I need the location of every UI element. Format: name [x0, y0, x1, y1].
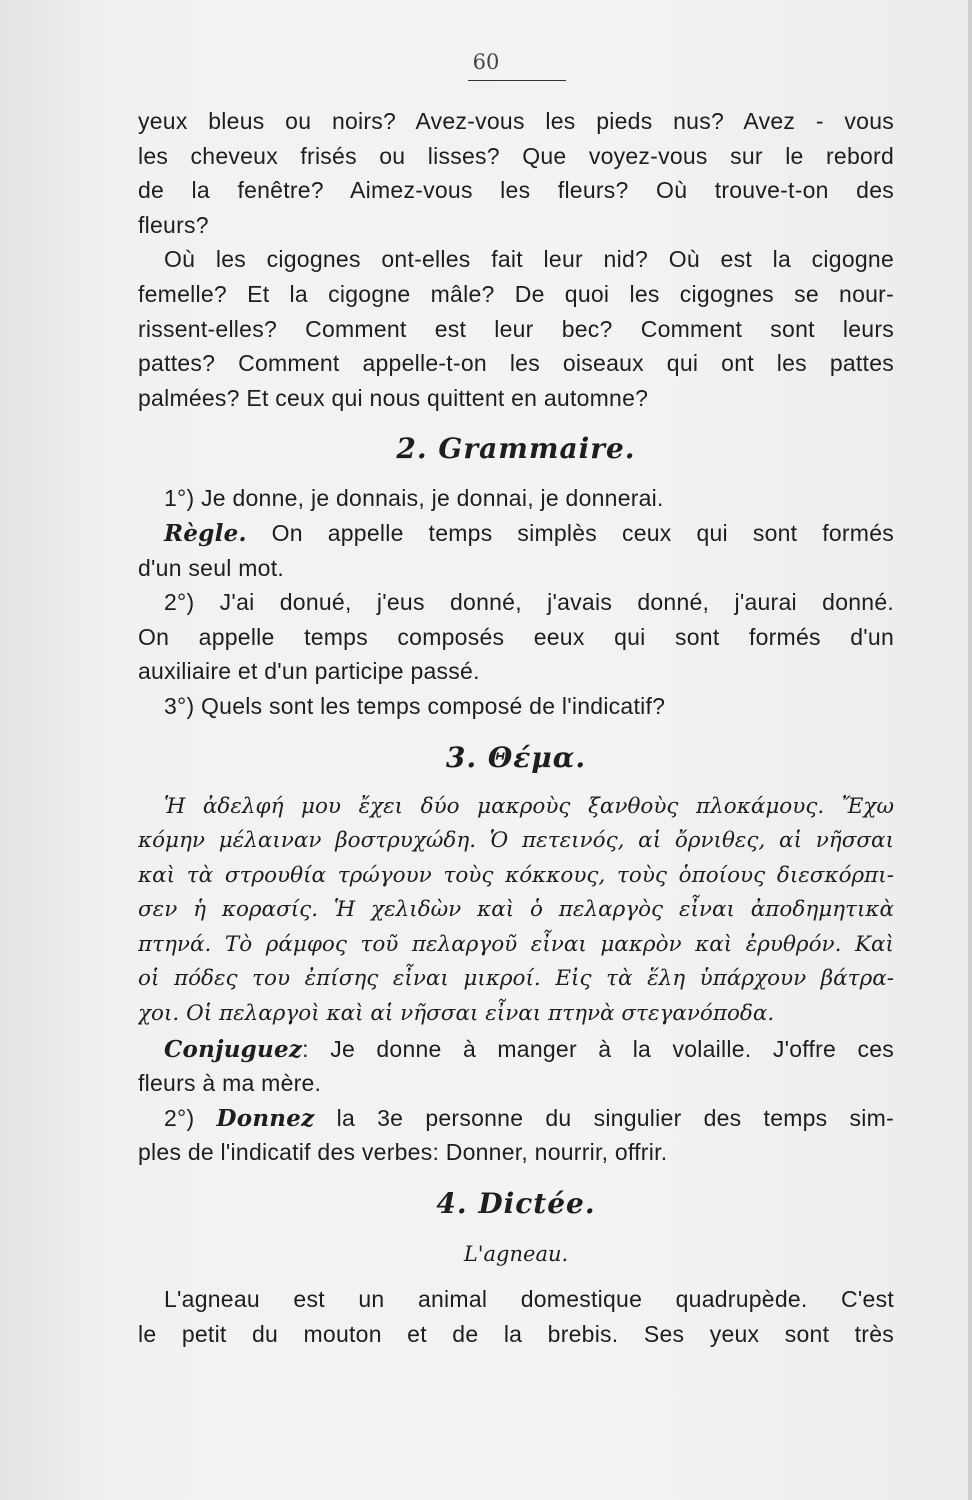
donnez-label: Donnez	[216, 1104, 315, 1132]
donnez-text: la 3e personne du singulier des temps sim-	[314, 1104, 894, 1131]
regle-text: On appelle temps simplès ceux qui sont formés	[246, 519, 894, 546]
text-line: 3°) Quels sont les temps composé de l'indicatif?	[164, 692, 666, 719]
section-heading-thema: 3. Θέμα.	[445, 740, 587, 774]
greek-line: οἱ πόδες του ἐπίσης εἶναι μικροί. Εἰς τὰ ἕλη ὑπάρχουν βάτρα-	[138, 966, 894, 992]
text-line: d'un seul mot.	[138, 554, 284, 581]
greek-line: χοι. Οἱ πελαργοὶ καὶ αἱ νῆσσαι εἶναι πτηνὰ στεγανόποδα.	[138, 1001, 775, 1027]
regle-label: Règle.	[164, 519, 247, 547]
greek-line: Ἡ ἀδελφή μου ἔχει δύο μακροὺς ξανθοὺς πλοκάμους. Ἔχω	[164, 793, 894, 819]
text-line: rissent-elles? Comment est leur bec? Comment sont leurs	[138, 315, 894, 342]
page-number-rule	[468, 80, 566, 81]
text-line: L'agneau est un animal domestique quadrupède. C'est	[164, 1286, 894, 1313]
text-line: fleurs?	[138, 211, 209, 238]
conjuguez-line	[138, 1032, 894, 1067]
text-line: Où les cigognes ont-elles fait leur nid? Où est la cigogne	[164, 246, 894, 273]
dictee-subtitle: L'agneau.	[463, 1242, 569, 1267]
section-heading-dictee: 4. Dictée.	[436, 1187, 596, 1221]
text-line: ples de l'indicatif des verbes: Donner, nourrir, offrir.	[138, 1139, 668, 1166]
greek-line: σεν ἡ κορασίς. Ἡ χελιδὼν καὶ ὁ πελαργὸς εἶναι ἀποδημητικὰ	[138, 897, 894, 923]
text-line: 2°) J'ai donué, j'eus donné, j'avais donné, j'aurai donné.	[164, 589, 894, 616]
text-line: le petit du mouton et de la brebis. Ses yeux sont très	[138, 1320, 894, 1347]
text-line: de la fenêtre? Aimez-vous les fleurs? Où trouve-t-on des	[138, 177, 894, 204]
conjuguez-label: Conjuguez	[164, 1035, 303, 1063]
page-number: 60	[472, 50, 500, 74]
section-heading-grammaire: 2. Grammaire.	[396, 432, 636, 466]
conjuguez-text: : Je donne à manger à la volaille. J'offre ces	[302, 1035, 894, 1062]
text-line: les cheveux frisés ou lisses? Que voyez-vous sur le rebord	[138, 142, 894, 169]
text-line: yeux bleus ou noirs? Avez-vous les pieds nus? Avez - vous	[138, 108, 894, 134]
greek-line: κόμην μέλαιναν βοστρυχώδη. Ὁ πετεινός, αἱ ὄρνιθες, αἱ νῆσσαι	[138, 828, 894, 854]
text-line: femelle? Et la cigogne mâle? De quoi les cigognes se nour-	[138, 280, 894, 307]
text-line: 1°) Je donne, je donnais, je donnai, je donnerai.	[164, 485, 664, 512]
text-line: fleurs à ma mère.	[138, 1070, 322, 1097]
greek-line: πτηνά. Τὸ ράμφος τοῦ πελαργοῦ εἶναι μακρὸν καὶ ἐρυθρόν. Καὶ	[138, 931, 894, 957]
page-body	[138, 104, 894, 1351]
greek-line: καὶ τὰ στρουθία τρώγουν τοὺς κόκκους, τοὺς ὁποίους διεσκόρπι-	[138, 862, 894, 888]
text-line: pattes? Comment appelle-t-on les oiseaux qui ont les pattes	[138, 350, 894, 377]
regle-line	[138, 516, 894, 551]
text-line: auxiliaire et d'un participe passé.	[138, 658, 480, 685]
text-line: palmées? Et ceux qui nous quittent en automne?	[138, 384, 649, 411]
text-line: On appelle temps composés eeux qui sont formés d'un	[138, 623, 894, 650]
donnez-number: 2°)	[164, 1104, 217, 1131]
donnez-line	[138, 1101, 894, 1136]
